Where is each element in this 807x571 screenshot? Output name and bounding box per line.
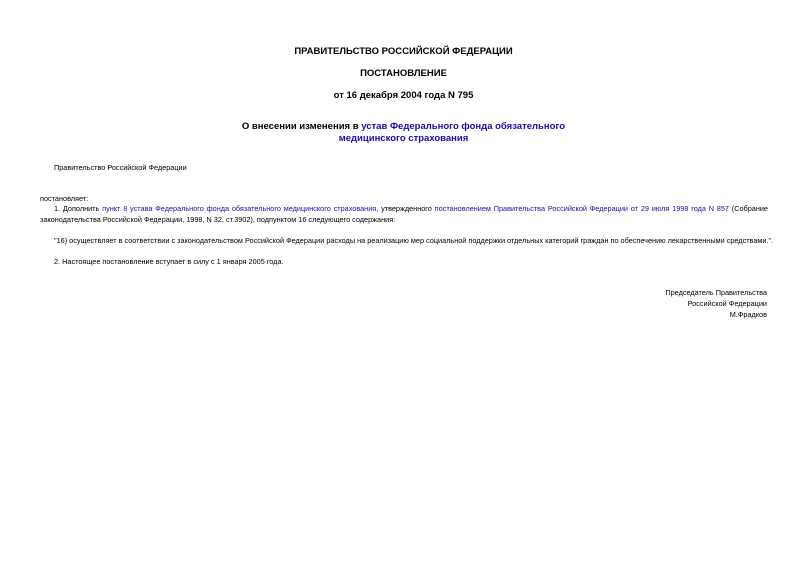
document-type-heading: ПОСТАНОВЛЕНИЕ (360, 68, 447, 79)
charter-link-continued[interactable]: медицинского страхования (338, 133, 469, 144)
signature-title: Председатель Правительства (665, 288, 767, 297)
document-title-line2 (0, 133, 807, 145)
date-number-heading: от 16 декабря 2004 года N 795 (333, 90, 474, 101)
document-title (0, 121, 807, 133)
government-heading: ПРАВИТЕЛЬСТВО РОССИЙСКОЙ ФЕДЕРАЦИИ (294, 46, 513, 57)
item-1-middle: , утвержденного (376, 204, 435, 213)
item-1-start: 1. Дополнить (54, 204, 103, 213)
signature-name: М.Фрадков (729, 310, 767, 319)
charter-point-8-link[interactable]: пункт 8 устава Федерального фонда обязательного медицинского страхования (102, 204, 377, 213)
item-1-end: (Собрание законодательства Российской Федерации, 1998, N 32, ст.3902), подпунктом 16 следующего содержания: (40, 204, 768, 224)
charter-link[interactable]: устав Федерального фонда обязательного (361, 121, 566, 132)
decree-text: постановляет: (40, 194, 89, 203)
title-prefix: О внесении изменения в (241, 121, 362, 132)
item-2-paragraph: 2. Настоящее постановление вступает в силу с 1 января 2005 года. (54, 257, 284, 266)
item-1-paragraph (40, 203, 768, 225)
decree-857-link[interactable]: постановлением Правительства Российской Федерации от 29 июля 1998 года N 857 (434, 204, 729, 213)
quoted-subpoint: "16) осуществляет в соответствии с законодательством Российской Федерации расходы на реализацию мер социальной поддержки отдельных категорий граждан по обеспечению лекарственными средствами.". (54, 236, 774, 245)
intro-text: Правительство Российской Федерации (54, 163, 187, 172)
signature-organization: Российской Федерации (687, 299, 767, 308)
